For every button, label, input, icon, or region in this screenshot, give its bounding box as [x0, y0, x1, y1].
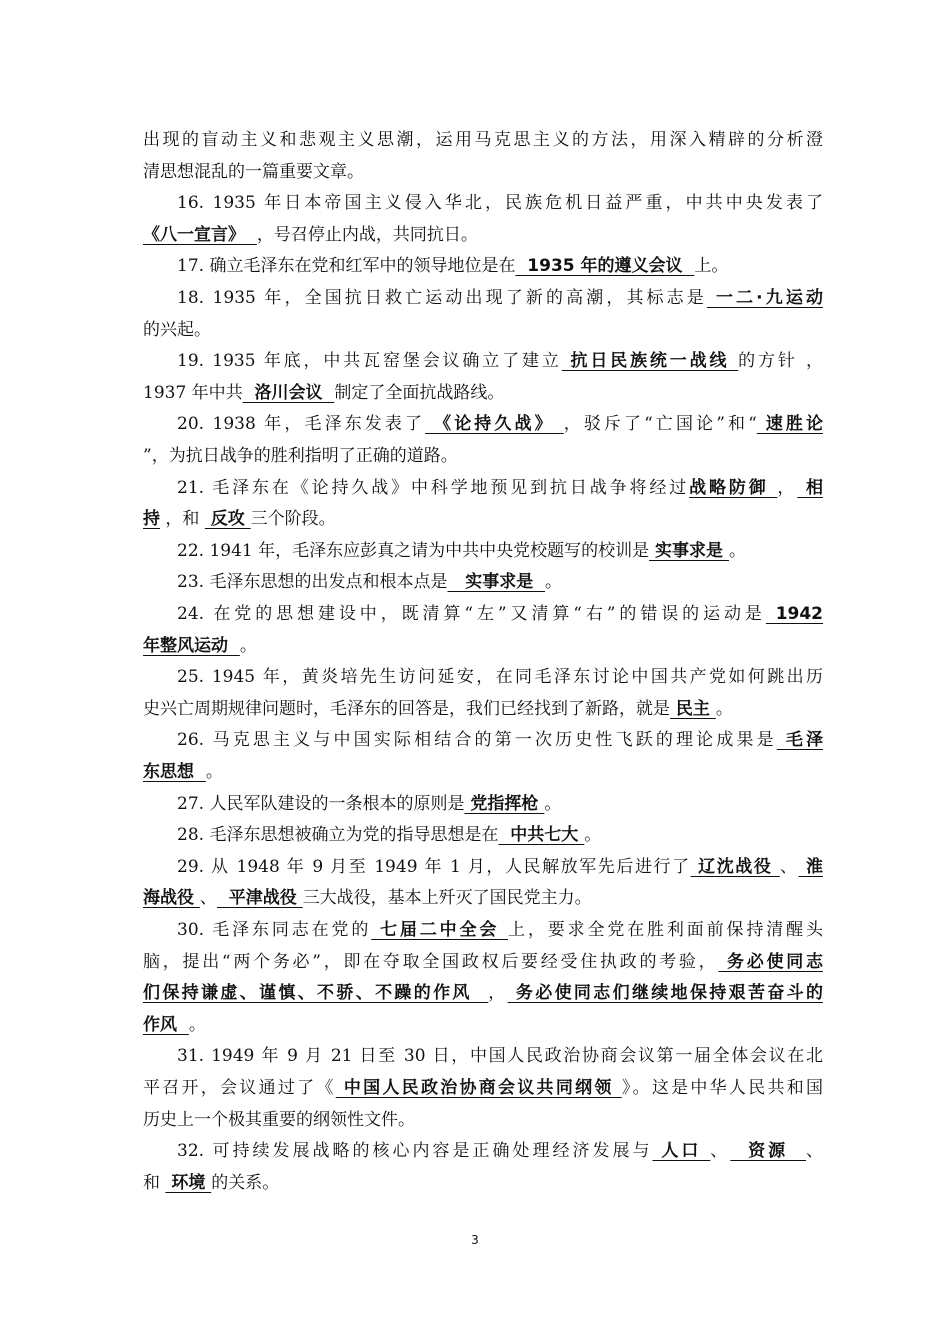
- text-segment: 。: [584, 825, 602, 846]
- text-segment: 19. 1935 年底，中共瓦窑堡会议确立了建立: [177, 351, 562, 372]
- text-segment: 、: [199, 888, 217, 909]
- text-segment: 27. 人民军队建设的一条根本的原则是: [177, 793, 465, 814]
- text-segment: 的兴起。: [143, 319, 211, 340]
- text-line: [143, 410, 823, 438]
- text-segment: 史兴亡周期规律问题时，毛泽东的回答是，我们已经找到了新路，就是: [143, 698, 670, 719]
- text-segment: ，号召停止内战，共同抗日。: [256, 224, 478, 245]
- text-segment: 三大战役，基本上歼灭了国民党主力。: [302, 888, 592, 909]
- text-line: [143, 632, 823, 660]
- text-line: [143, 347, 823, 375]
- answer-blank: 作风: [143, 1014, 189, 1035]
- text-line: [143, 537, 823, 565]
- answer-blank: 反攻: [204, 509, 251, 530]
- answer-blank: 持: [143, 509, 160, 530]
- text-segment: 21. 毛泽东在《论持久战》中科学地预见到抗日战争将经过: [177, 477, 690, 498]
- text-line: [143, 948, 823, 976]
- text-segment: 的关系。: [211, 1172, 280, 1193]
- text-segment: 23. 毛泽东思想的出发点和根本点是: [177, 572, 448, 593]
- text-segment: ，: [488, 983, 508, 1004]
- answer-blank: 毛泽: [776, 730, 823, 751]
- text-segment: 出现的盲动主义和悲观主义思潮，运用马克思主义的方法，用深入精辟的分析澄: [143, 130, 823, 150]
- text-segment: 。: [239, 635, 257, 656]
- text-segment: 的方针 ，: [738, 351, 823, 372]
- text-line: [143, 252, 823, 280]
- text-line: [143, 126, 823, 154]
- answer-blank: 一二·九运动: [706, 288, 823, 308]
- text-segment: ”，为抗日战争的胜利指明了正确的道路。: [143, 446, 458, 466]
- answer-blank: 1935 年的遵义会议: [515, 256, 695, 277]
- text-segment: 。: [205, 762, 223, 782]
- text-segment: 、: [779, 856, 799, 877]
- answer-blank: 民主: [670, 698, 716, 719]
- text-segment: 。: [188, 1014, 206, 1035]
- answer-blank: 实事求是: [447, 572, 546, 593]
- text-line: [143, 1074, 823, 1102]
- answer-blank: [245, 225, 257, 245]
- answer-blank: 相: [797, 477, 824, 498]
- text-line: [143, 726, 823, 754]
- answer-blank: 洛川会议: [242, 382, 335, 403]
- text-segment: 17. 确立毛泽东在党和红军中的领导地位是在: [177, 256, 516, 277]
- text-segment: 。: [545, 572, 563, 593]
- text-line: [143, 1137, 823, 1165]
- text-segment: 29. 从 1948 年 9 月至 1949 年 1 月，人民解放军先后进行了: [177, 856, 691, 877]
- text-segment: 历史上一个极其重要的纲领性文件。: [143, 1109, 415, 1130]
- text-segment: 。: [715, 698, 733, 719]
- text-line: [143, 979, 823, 1007]
- text-line: [143, 505, 823, 533]
- answer-blank: 《论持久战》: [425, 414, 564, 435]
- text-segment: 20. 1938 年，毛泽东发表了: [177, 414, 426, 435]
- answer-blank: 人口: [652, 1141, 711, 1162]
- answer-blank: 年整风运动: [143, 635, 240, 656]
- text-line: [143, 442, 823, 470]
- text-line: [143, 695, 823, 723]
- answer-blank: 海战役: [143, 888, 200, 909]
- text-line: [143, 158, 823, 186]
- text-line: [143, 284, 823, 312]
- answer-blank: 实事求是: [649, 540, 729, 561]
- answer-blank: 七届二中全会: [371, 920, 508, 940]
- text-line: [143, 1011, 823, 1039]
- text-segment: 16. 1935 年日本帝国主义侵入华北，民族危机日益严重，中共中央发表了: [177, 193, 823, 214]
- text-line: [143, 1042, 823, 1070]
- answer-blank: 《八一宣言》: [143, 224, 245, 245]
- answer-blank: 辽沈战役: [690, 856, 780, 877]
- text-segment: 18. 1935 年，全国抗日救亡运动出现了新的高潮，其标志是: [177, 288, 707, 308]
- text-segment: 制定了全面抗战路线。: [334, 382, 505, 403]
- text-line: [143, 758, 823, 786]
- text-segment: 22. 1941 年，毛泽东应彭真之请为中共中央党校题写的校训是: [177, 540, 650, 561]
- answer-blank: 们保持谦虚、谨慎、不骄、不躁的作风: [143, 983, 489, 1004]
- text-segment: 清思想混乱的一篇重要文章。: [143, 161, 364, 182]
- text-segment: 三个阶段。: [250, 509, 336, 530]
- text-segment: 。: [544, 793, 562, 814]
- text-segment: 1937 年中共: [143, 382, 243, 403]
- text-line: [143, 916, 823, 944]
- text-segment: 26. 马克思主义与中国实际相结合的第一次历史性飞跃的理论成果是: [177, 730, 777, 751]
- text-segment: 32. 可持续发展战略的核心内容是正确处理经济发展与: [177, 1141, 653, 1162]
- text-segment: 31. 1949 年 9 月 21 日至 30 日，中国人民政治协商会议第一届全体会议在北: [177, 1046, 823, 1067]
- text-segment: 上。: [694, 256, 729, 277]
- text-segment: 。: [728, 540, 746, 561]
- text-line: [143, 884, 823, 912]
- text-segment: 、: [806, 1141, 823, 1162]
- answer-blank: 党指挥枪: [464, 793, 545, 814]
- text-line: [143, 600, 823, 628]
- text-segment: 平召开，会议通过了《: [143, 1078, 336, 1098]
- text-line: [143, 568, 823, 596]
- text-segment: ，驳斥了“亡国论”和“: [563, 414, 757, 435]
- answer-blank: 1942: [765, 604, 824, 624]
- text-line: [143, 790, 823, 818]
- answer-blank: 平津战役: [216, 888, 303, 909]
- answer-blank: 抗日民族统一战线: [561, 351, 739, 372]
- text-segment: 和: [143, 1172, 166, 1193]
- text-line: [143, 853, 823, 881]
- text-line: [143, 1169, 823, 1197]
- answer-blank: 淮: [798, 856, 824, 877]
- text-segment: ，和: [160, 509, 205, 530]
- answer-blank: 中共七大: [498, 825, 585, 846]
- text-segment: 上，要求全党在胜利面前保持清醒头: [508, 920, 823, 940]
- answer-blank: 东思想: [143, 762, 206, 782]
- text-line: [143, 821, 823, 849]
- text-line: [143, 379, 823, 407]
- text-segment: 30. 毛泽东同志在党的: [177, 920, 372, 940]
- text-line: [143, 221, 823, 249]
- text-segment: 28. 毛泽东思想被确立为党的指导思想是在: [177, 825, 499, 846]
- answer-blank: 资源: [730, 1141, 806, 1162]
- answer-blank: 战略防御: [689, 477, 778, 498]
- text-line: [143, 1106, 823, 1134]
- text-line: [143, 474, 823, 502]
- text-segment: 、: [710, 1141, 731, 1162]
- text-segment: 24. 在党的思想建设中，既清算“左”又清算“右”的错误的运动是: [177, 604, 766, 624]
- text-line: [143, 663, 823, 691]
- answer-blank: 务必使同志: [718, 951, 823, 972]
- text-segment: ，: [777, 477, 798, 498]
- answer-blank: 中国人民政治协商会议共同纲领: [335, 1078, 622, 1098]
- text-segment: 脑，提出“两个务必”，即在夺取全国政权后要经受住执政的考验，: [143, 951, 719, 972]
- page-number: 3: [471, 1233, 479, 1247]
- answer-blank: 务必使同志们继续地保持艰苦奋斗的: [507, 983, 823, 1004]
- text-segment: 25. 1945 年，黄炎培先生访问延安，在同毛泽东讨论中国共产党如何跳出历: [177, 667, 823, 688]
- answer-blank: 速胜论: [756, 414, 823, 435]
- text-line: [143, 189, 823, 217]
- text-line: [143, 316, 823, 344]
- answer-blank: 环境: [165, 1172, 212, 1193]
- text-segment: 》。这是中华人民共和国: [621, 1078, 824, 1098]
